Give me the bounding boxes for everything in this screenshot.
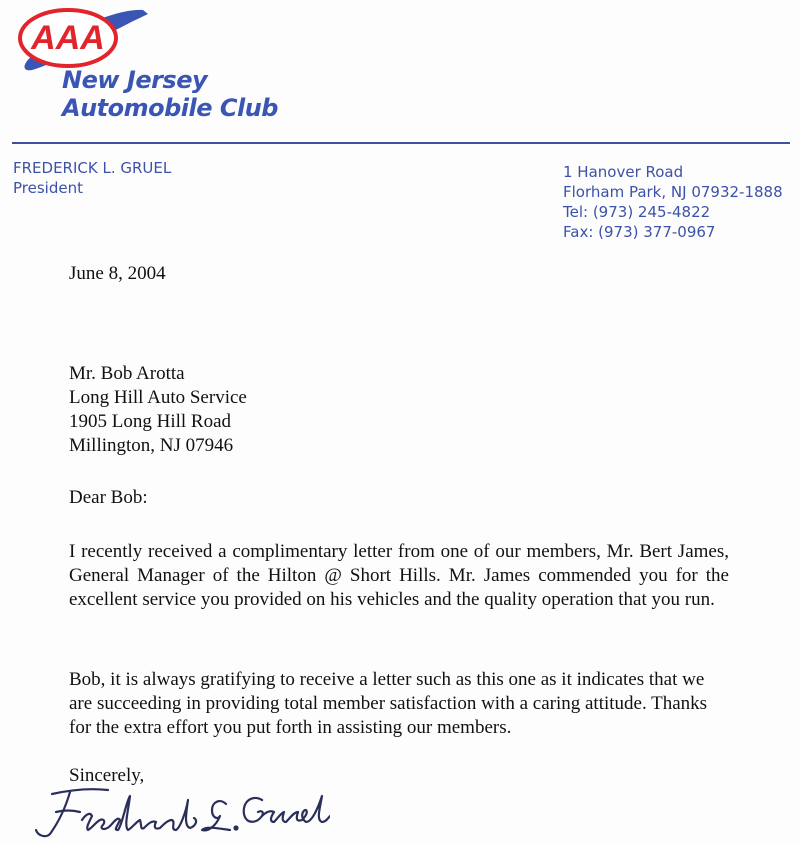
paragraph-1: I recently received a complimentary letter from one of our members, Mr. Bert James, General Manager of the Hilton @ Short Hills. Mr. James commended you for the excellent service you provided on his vehicles and the quality operation that you run. [69, 541, 729, 610]
address-line1: 1 Hanover Road [563, 163, 684, 181]
org-name-line1: New Jersey [62, 66, 208, 94]
address-line2: Florham Park, NJ 07932-1888 [563, 183, 783, 201]
paragraph-2: Bob, it is always gratifying to receive a letter such as this one as it indicates that we are succeeding in providing total member satisfaction with a caring attitude. Thanks for the extra effort you put forth in assisting our members. [69, 669, 708, 738]
closing: Sincerely, [69, 765, 145, 786]
letter-date: June 8, 2004 [69, 263, 166, 284]
recipient-name: Mr. Bob Arotta [69, 363, 185, 384]
sender-name: FREDERICK L. GRUEL [13, 159, 172, 177]
salutation: Dear Bob: [69, 487, 148, 508]
header-divider [12, 142, 790, 144]
handwritten-signature [30, 782, 330, 842]
club-address-block [563, 162, 783, 242]
telephone: Tel: (973) 245-4822 [563, 203, 711, 221]
recipient-address [69, 362, 247, 458]
recipient-street: 1905 Long Hill Road [69, 411, 232, 432]
logo-text: AAA [31, 19, 105, 57]
recipient-company: Long Hill Auto Service [69, 387, 247, 408]
organization-name [62, 66, 278, 122]
org-name-line2: Automobile Club [62, 94, 278, 122]
sender-block [13, 158, 171, 198]
sender-title: President [13, 179, 83, 197]
recipient-city: Millington, NJ 07946 [69, 435, 234, 456]
fax: Fax: (973) 377-0967 [563, 223, 716, 241]
